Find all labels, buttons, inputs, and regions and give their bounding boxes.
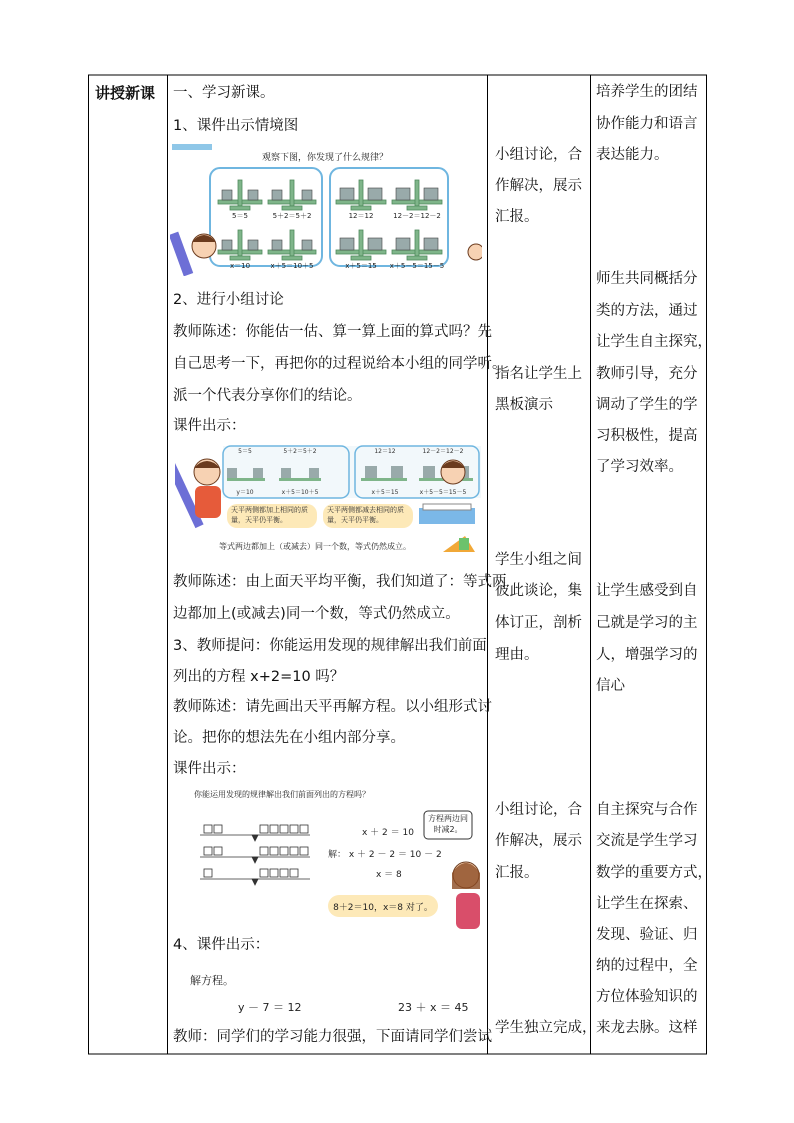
paragraph-line: 列出的方程 x+2=10 吗？ [173,669,345,685]
activity-text: 汇报。 [495,209,539,225]
courseware-label: 课件出示： [173,418,246,434]
paragraph-line: 边都加上(或减去)同一个数，等式仍然成立。 [173,606,460,622]
fig3-eq1: x ＋ 2 ＝ 10 [362,828,414,838]
fig3-bubble: 方程两边同时减2。 [428,814,468,834]
courseware-label: 课件出示： [173,761,246,777]
activity-text: 作解决，展示 [495,178,582,194]
intent-text: 类的方法，通过 [596,303,698,319]
fig1-top-label: 12＝12 [348,212,374,220]
fig2-bubble-right: 天平两侧都减去相同的质量，天平仍平衡。 [327,506,404,524]
intent-text: 习积极性，提高 [596,428,698,444]
paragraph-line: 教师陈述：请先画出天平再解方程。以小组形式讨 [173,699,492,715]
fig1-bottom-label: x＋5＝15 [345,262,377,270]
intent-text: 交流是学生学习 [596,833,698,849]
fig1-bottom-label: x＋5＝10＋5 [270,262,314,270]
paragraph-line: 派一个代表分享你们的结论。 [173,388,362,404]
activity-text: 学生独立完成， [495,1020,597,1036]
fig2-top-label: 12＝12 [374,448,396,455]
intent-text: 培养学生的团结 [596,84,698,100]
intent-text: 来龙去脉。这样 [596,1020,698,1036]
fig2-top-label: 5＋2＝5＋2 [283,448,317,455]
intent-text: 纳的过程中，全 [596,958,698,974]
activity-text: 学生小组之间 [495,552,582,568]
fig2-bottom-label: y＝10 [236,489,254,496]
figure-equation-rule [175,444,481,558]
step-4: 4、课件出示： [173,937,270,953]
fig2-bottom-label: x＋5＝15 [371,489,399,496]
activity-text: 指名让学生上 [495,366,582,382]
solve-exercises-illustration [182,964,482,1020]
fig2-bottom-label: x＋5＝10＋5 [281,489,319,496]
paragraph-line: 教师：同学们的学习能力很强，下面请同学们尝试 [173,1029,492,1045]
activity-text: 小组讨论，合 [495,147,582,163]
balance-scales-illustration [170,142,482,276]
fig3-eq2: 解： x ＋ 2 － 2 ＝ 10 － 2 [328,850,442,860]
fig3-check: 8＋2＝10，x＝8 对了。 [333,903,433,913]
intent-text: 数学的重要方式， [596,865,712,881]
step-2: 2、进行小组讨论 [173,292,284,308]
fig2-caption: 等式两边都加上（或减去）同一个数，等式仍然成立。 [219,542,411,551]
intent-text: 让学生感受到自 [596,583,698,599]
intent-text: 了学习效率。 [596,459,683,475]
boy-figure-icon [170,232,216,276]
step-1: 1、课件出示情境图 [173,118,299,134]
fig2-top-label: 5＝5 [238,448,252,455]
figure-solve-exercises [182,964,482,1020]
section-label: 讲授新课 [95,84,156,102]
fig1-prompt: 观察下图，你发现了什么规律？ [261,153,389,163]
figure-balance-scales [170,142,482,276]
intent-text: 调动了学生的学 [596,397,698,413]
fig1-bottom-label: x＝10 [229,262,251,270]
activity-text: 汇报。 [495,865,539,881]
intent-text: 师生共同概括分 [596,271,698,287]
paragraph-line: 自己思考一下，再把你的过程说给本小组的同学听。 [173,356,507,372]
paragraph-line: 论。把你的想法先在小组内部分享。 [173,730,405,746]
intent-text: 教师引导，充分 [596,366,698,382]
activity-text: 体订正，剖析 [495,615,582,631]
intent-text: 信心 [596,678,625,694]
activity-text: 黑板演示 [495,397,553,413]
fig1-top-label: 12－2＝12－2 [393,212,441,220]
section-title: 一、学习新课。 [173,85,275,101]
fig2-top-label: 12－2＝12－2 [422,448,464,455]
fig4-eq-b: 23 ＋ x ＝ 45 [398,1001,469,1014]
fig2-bubble-left: 天平两侧都加上相同的质量，天平仍平衡。 [231,506,308,524]
step-3: 3、教师提问：你能运用发现的规律解出我们前面 [173,638,487,654]
intent-text: 让学生在探索、 [596,896,698,912]
intent-text: 表达能力。 [596,147,669,163]
figure-solve-equation [180,785,482,930]
fig4-eq-a: y － 7 ＝ 12 [238,1001,302,1014]
activity-text: 理由。 [495,647,539,663]
intent-text: 自主探究与合作 [596,802,698,818]
solve-equation-illustration [180,785,482,930]
fig1-top-label: 5＋2＝5＋2 [272,212,312,220]
girl-figure-icon [468,244,482,260]
intent-text: 发现、验证、归 [596,927,698,943]
activity-text: 小组讨论，合 [495,802,582,818]
intent-text: 方位体验知识的 [596,989,698,1005]
fig3-eq3: x ＝ 8 [376,870,402,880]
teacher-figure-icon [452,862,480,929]
intent-text: 人，增强学习的 [596,647,698,663]
activity-text: 彼此谈论，集 [495,583,582,599]
fig4-title: 解方程。 [190,974,234,987]
paragraph-line: 教师陈述：你能估一估、算一算上面的算式吗？先 [173,324,492,340]
fig3-question: 你能运用发现的规律解出我们前面列出的方程吗？ [194,790,370,799]
intent-text: 协作能力和语言 [596,116,698,132]
paragraph-line: 教师陈述：由上面天平均平衡，我们知道了：等式两 [173,574,507,590]
fig2-bottom-label: x＋5－5＝15－5 [419,489,467,496]
intent-text: 己就是学习的主 [596,615,698,631]
fig1-top-label: 5＝5 [232,212,248,220]
equation-rule-illustration [175,444,481,558]
fig1-bottom-label: x＋5－5＝15－5 [389,262,445,270]
intent-text: 让学生自主探究， [596,334,712,350]
activity-text: 作解决，展示 [495,833,582,849]
boy-with-pencil-icon [175,454,221,528]
